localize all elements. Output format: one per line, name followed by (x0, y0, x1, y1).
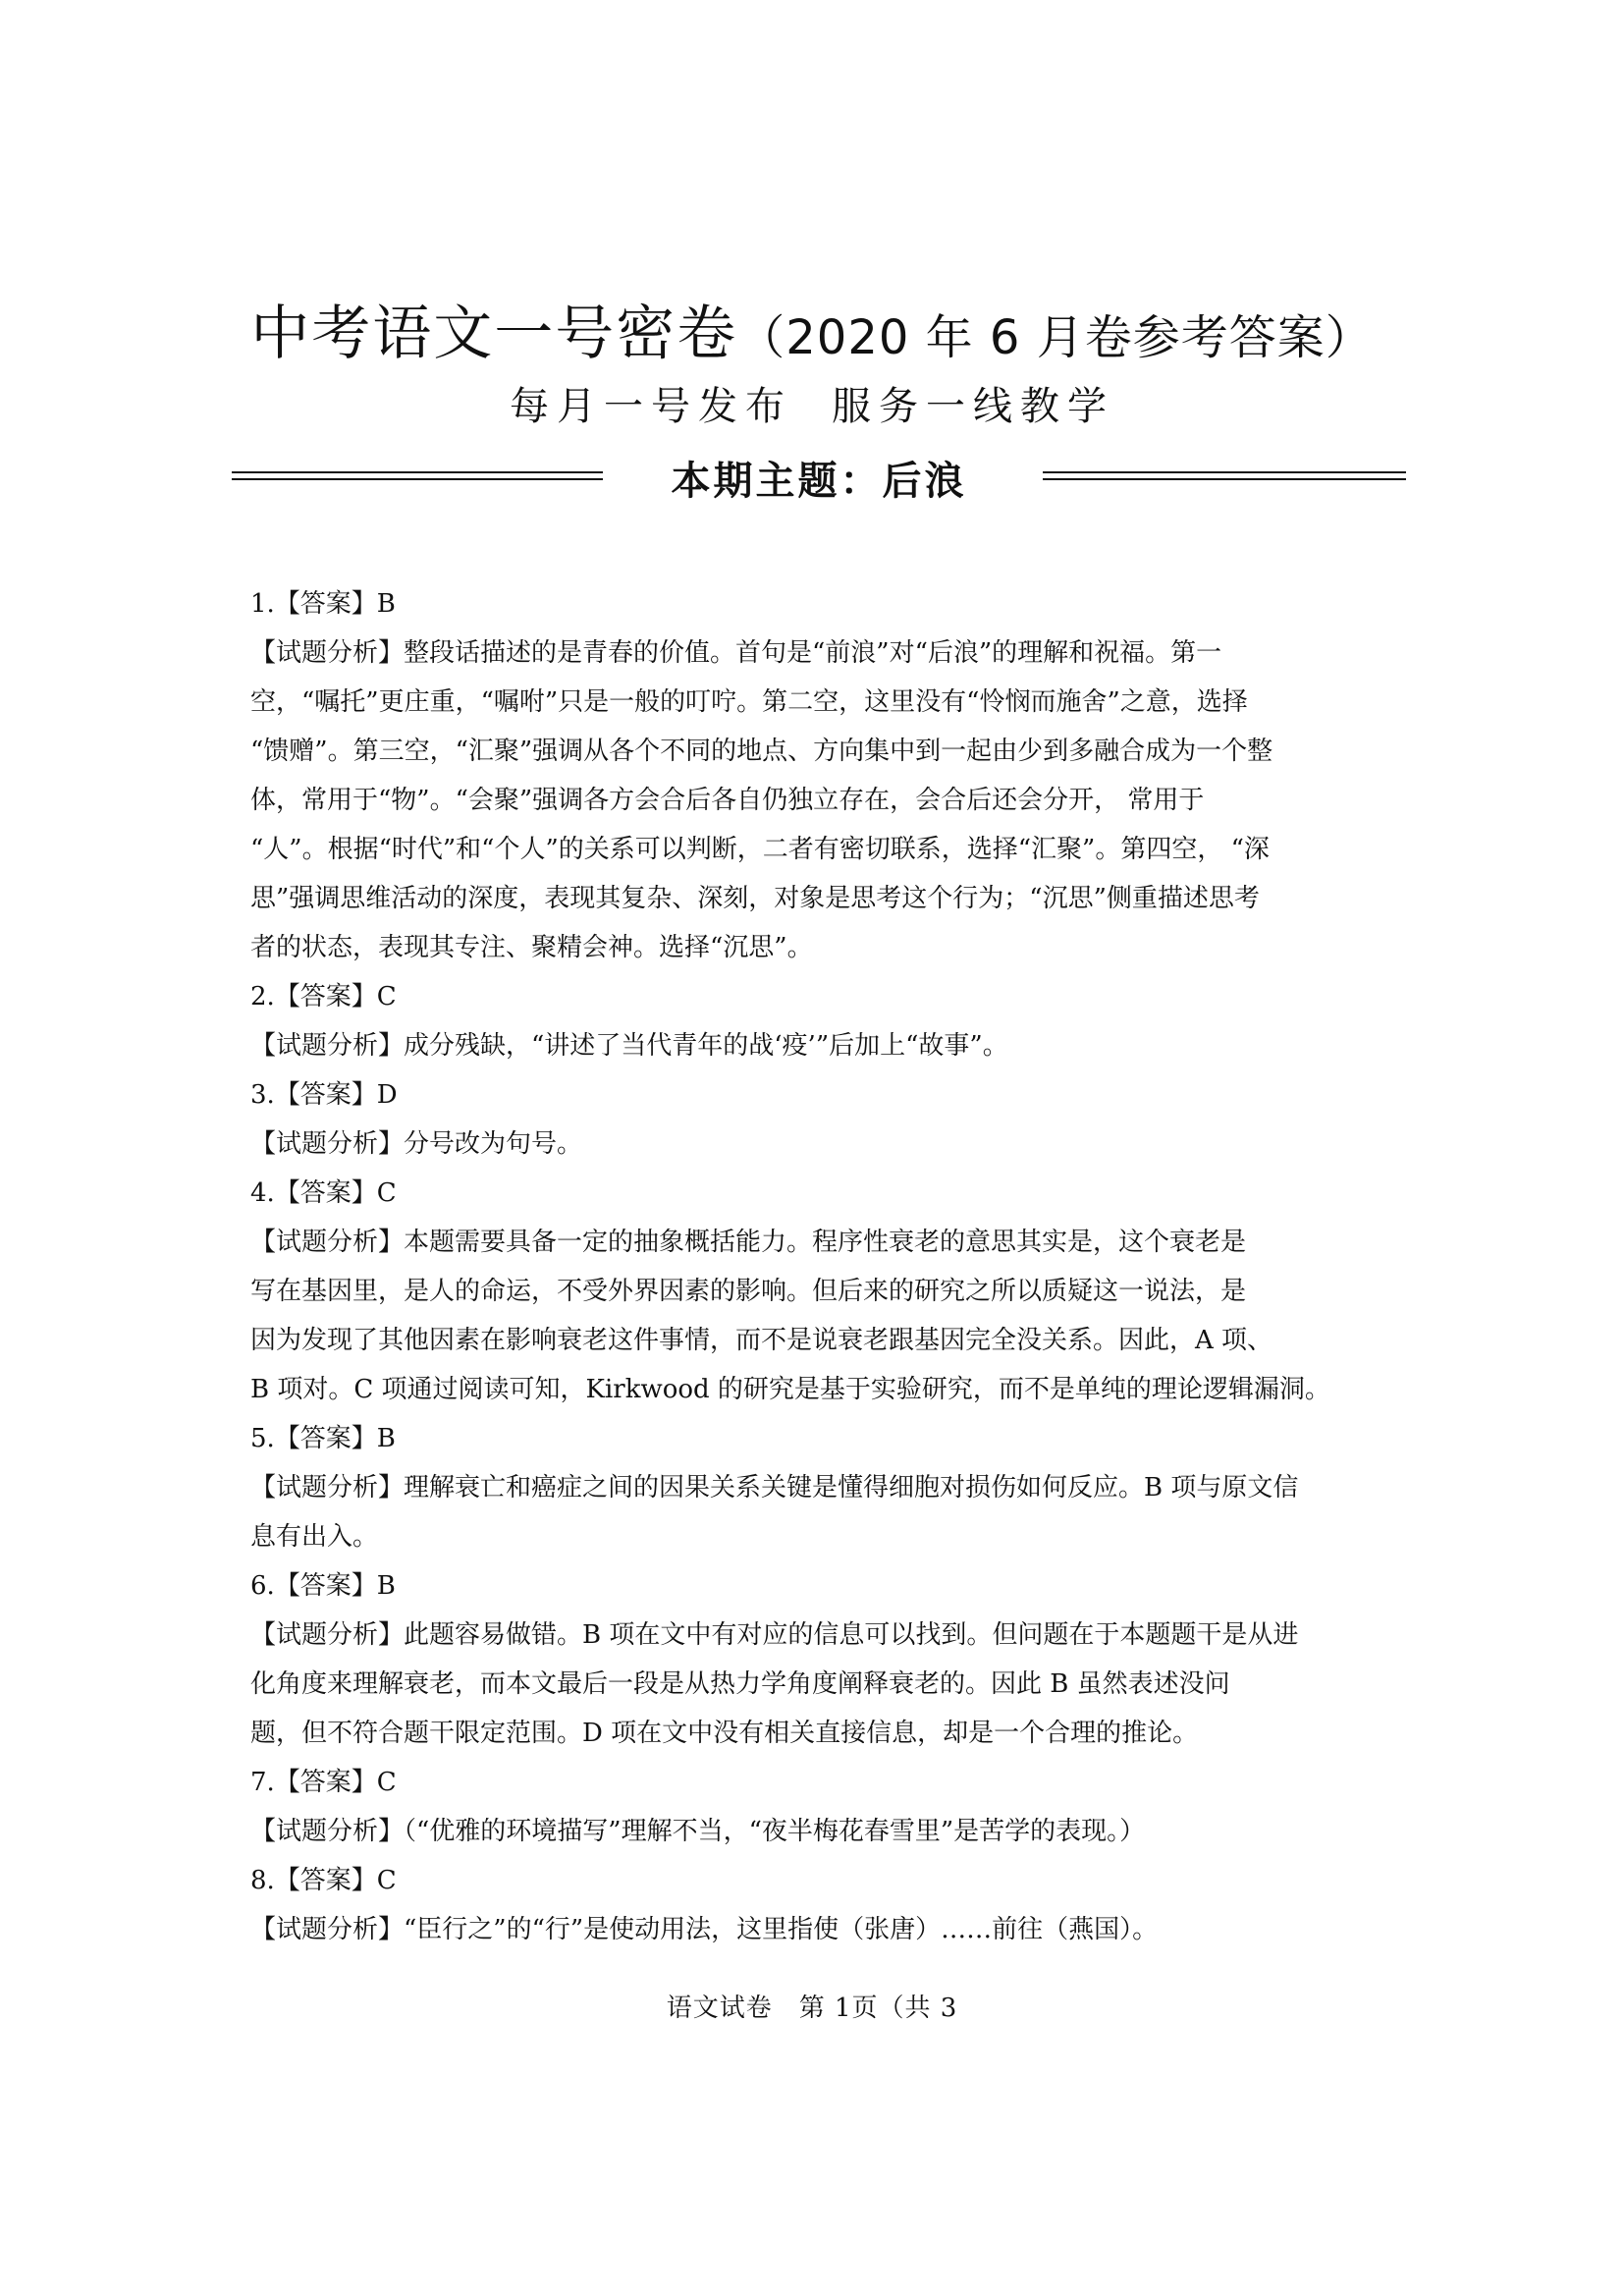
answer-item (250, 1561, 1404, 1758)
answer-item (250, 972, 1404, 1070)
answer-item (250, 1758, 1404, 1856)
subtitle-left: 每月一号发布 (510, 384, 792, 429)
analysis-line: 【试题分析】分号改为句号。 (250, 1129, 583, 1159)
answer-line: 4.【答案】C (250, 1178, 397, 1208)
answer-line: 7.【答案】C (250, 1768, 397, 1797)
analysis-line: 【试题分析】成分残缺，“讲述了当代青年的战‘疫’”后加上“故事”。 (250, 1031, 1008, 1061)
analysis-line: 写在基因里，是人的命运，不受外界因素的影响。但后来的研究之所以质疑这一说法，是 (250, 1277, 1247, 1306)
title-suffix: （2020 年 6 月卷参考答案） (737, 310, 1374, 365)
answer-item (250, 579, 1404, 972)
page-subtitle (0, 375, 1624, 431)
answer-line: 5.【答案】B (250, 1424, 396, 1453)
double-rule-right (1043, 471, 1406, 480)
answer-line: 8.【答案】C (250, 1866, 397, 1895)
analysis-line: “人”。根据“时代”和“个人”的关系可以判断，二者有密切联系，选择“汇聚”。第四空， “深 (250, 835, 1270, 864)
analysis-line: 【试题分析】（“优雅的环境描写”理解不当，“夜半梅花春雪里”是苦学的表现。） (250, 1817, 1146, 1846)
analysis-line: 化角度来理解衰老，而本文最后一段是从热力学角度阐释衰老的。因此 B 虽然表述没问 (250, 1669, 1230, 1699)
analysis-line: 息有出入。 (250, 1522, 379, 1552)
page-title (0, 287, 1624, 371)
answer-item (250, 1856, 1404, 1954)
answer-line: 2.【答案】C (250, 982, 397, 1011)
analysis-line: 【试题分析】理解衰亡和癌症之间的因果关系关键是懂得细胞对损伤如何反应。B 项与原文信 (250, 1473, 1299, 1503)
analysis-line: 【试题分析】“臣行之”的“行”是使动用法，这里指使（张唐）……前往（燕国）。 (250, 1915, 1159, 1944)
analysis-line: 【试题分析】此题容易做错。B 项在文中有对应的信息可以找到。但问题在于本题题干是从进 (250, 1620, 1299, 1650)
title-main: 中考语文一号密卷 (250, 300, 738, 368)
theme-heading: 本期主题：后浪 (671, 459, 967, 504)
theme-banner (232, 448, 1406, 507)
answer-item (250, 1414, 1404, 1561)
answer-list (250, 579, 1404, 1954)
analysis-line: B 项对。C 项通过阅读可知，Kirkwood 的研究是基于实验研究，而不是单纯的理论逻辑漏洞。 (250, 1375, 1330, 1404)
analysis-line: 思”强调思维活动的深度，表现其复杂、深刻，对象是思考这个行为；“沉思”侧重描述思考 (250, 884, 1260, 913)
analysis-line: 空，“嘱托”更庄重，“嘱咐”只是一般的叮咛。第二空，这里没有“怜悯而施舍”之意，选择 (250, 687, 1248, 717)
analysis-line: 体，常用于“物”。“会聚”强调各方会合后各自仍独立存在，会合后还会分开， 常用于 (250, 786, 1205, 815)
analysis-line: 因为发现了其他因素在影响衰老这件事情，而不是说衰老跟基因完全没关系。因此，A 项、 (250, 1326, 1273, 1355)
analysis-line: 题，但不符合题干限定范围。D 项在文中没有相关直接信息，却是一个合理的推论。 (250, 1719, 1199, 1748)
answer-line: 1.【答案】B (250, 589, 396, 619)
analysis-line: 者的状态，表现其专注、聚精会神。选择“沉思”。 (250, 933, 813, 962)
analysis-line: “馈赠”。第三空，“汇聚”强调从各个不同的地点、方向集中到一起由少到多融合成为一个整 (250, 737, 1273, 766)
answer-line: 6.【答案】B (250, 1571, 396, 1601)
answer-line: 3.【答案】D (250, 1080, 398, 1110)
analysis-line: 【试题分析】整段话描述的是青春的价值。首句是“前浪”对“后浪”的理解和祝福。第一 (250, 638, 1222, 668)
analysis-line: 【试题分析】本题需要具备一定的抽象概括能力。程序性衰老的意思其实是，这个衰老是 (250, 1228, 1247, 1257)
page-footer: 语文试卷 第 1页（共 3 (666, 1994, 958, 2023)
answer-item (250, 1070, 1404, 1169)
subtitle-right: 服务一线教学 (832, 384, 1114, 429)
answer-item (250, 1169, 1404, 1414)
